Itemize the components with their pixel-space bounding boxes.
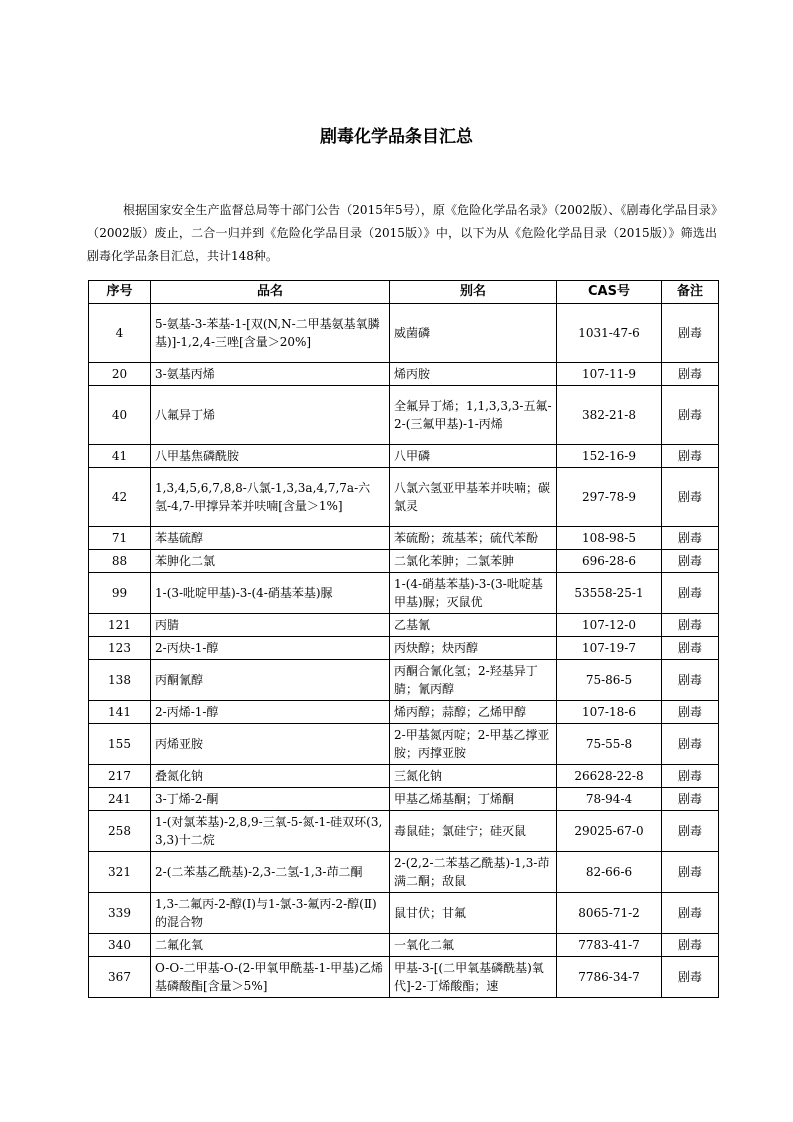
header-no: 序号 <box>89 281 151 304</box>
cell-cas: 75-55-8 <box>557 724 662 765</box>
cell-alias: 乙基氰 <box>390 614 557 637</box>
cell-cas: 297-78-9 <box>557 468 662 527</box>
cell-name: 2-丙烯-1-醇 <box>151 701 390 724</box>
cell-note: 剧毒 <box>662 811 719 852</box>
cell-no: 217 <box>89 765 151 788</box>
table-row <box>89 765 719 788</box>
cell-alias: 烯丙胺 <box>390 363 557 386</box>
table-row <box>89 386 719 445</box>
cell-no: 71 <box>89 527 151 550</box>
cell-name: 丙烯亚胺 <box>151 724 390 765</box>
table-row <box>89 852 719 893</box>
cell-note: 剧毒 <box>662 788 719 811</box>
cell-alias: 八氯六氢亚甲基苯并呋喃；碳氯灵 <box>390 468 557 527</box>
cell-note: 剧毒 <box>662 724 719 765</box>
cell-note: 剧毒 <box>662 363 719 386</box>
cell-name: 丙腈 <box>151 614 390 637</box>
table-header-row <box>89 281 719 304</box>
cell-no: 367 <box>89 957 151 998</box>
cell-no: 40 <box>89 386 151 445</box>
cell-no: 121 <box>89 614 151 637</box>
cell-cas: 26628-22-8 <box>557 765 662 788</box>
cell-name: 八氟异丁烯 <box>151 386 390 445</box>
cell-note: 剧毒 <box>662 893 719 934</box>
cell-cas: 7783-41-7 <box>557 934 662 957</box>
cell-cas: 107-11-9 <box>557 363 662 386</box>
table-row <box>89 893 719 934</box>
cell-no: 99 <box>89 573 151 614</box>
cell-alias: 鼠甘伏；甘氟 <box>390 893 557 934</box>
cell-cas: 107-19-7 <box>557 637 662 660</box>
toxic-chemicals-table <box>88 280 719 998</box>
cell-alias: 1-(4-硝基苯基)-3-(3-吡啶基甲基)脲；灭鼠优 <box>390 573 557 614</box>
cell-name: 1,3,4,5,6,7,8,8-八氯-1,3,3a,4,7,7a-六氢-4,7-甲撑异苯并呋喃[含量＞1%] <box>151 468 390 527</box>
cell-name: 1,3-二氟丙-2-醇(Ⅰ)与1-氯-3-氟丙-2-醇(Ⅱ)的混合物 <box>151 893 390 934</box>
cell-note: 剧毒 <box>662 637 719 660</box>
cell-cas: 82-66-6 <box>557 852 662 893</box>
cell-no: 88 <box>89 550 151 573</box>
cell-alias: 八甲磷 <box>390 445 557 468</box>
cell-alias: 烯丙醇；蒜醇；乙烯甲醇 <box>390 701 557 724</box>
cell-note: 剧毒 <box>662 304 719 363</box>
cell-no: 321 <box>89 852 151 893</box>
cell-no: 339 <box>89 893 151 934</box>
cell-note: 剧毒 <box>662 527 719 550</box>
cell-name: 1-(3-吡啶甲基)-3-(4-硝基苯基)脲 <box>151 573 390 614</box>
cell-name: 八甲基焦磷酰胺 <box>151 445 390 468</box>
page-title: 剧毒化学品条目汇总 <box>320 127 473 147</box>
cell-no: 138 <box>89 660 151 701</box>
table-row <box>89 811 719 852</box>
cell-alias: 威菌磷 <box>390 304 557 363</box>
cell-alias: 甲基乙烯基酮；丁烯酮 <box>390 788 557 811</box>
cell-no: 41 <box>89 445 151 468</box>
table-row <box>89 445 719 468</box>
cell-name: 3-丁烯-2-酮 <box>151 788 390 811</box>
header-alias: 别名 <box>390 281 557 304</box>
cell-no: 241 <box>89 788 151 811</box>
cell-cas: 8065-71-2 <box>557 893 662 934</box>
table-row <box>89 468 719 527</box>
cell-cas: 108-98-5 <box>557 527 662 550</box>
cell-no: 258 <box>89 811 151 852</box>
table-body <box>89 304 719 998</box>
table-row <box>89 614 719 637</box>
cell-alias: 一氧化二氟 <box>390 934 557 957</box>
cell-cas: 75-86-5 <box>557 660 662 701</box>
cell-note: 剧毒 <box>662 614 719 637</box>
table-row <box>89 934 719 957</box>
cell-name: 苯胂化二氯 <box>151 550 390 573</box>
cell-cas: 382-21-8 <box>557 386 662 445</box>
cell-cas: 107-18-6 <box>557 701 662 724</box>
cell-cas: 107-12-0 <box>557 614 662 637</box>
cell-name: 2-丙炔-1-醇 <box>151 637 390 660</box>
cell-alias: 丙炔醇；炔丙醇 <box>390 637 557 660</box>
cell-note: 剧毒 <box>662 934 719 957</box>
table-row <box>89 724 719 765</box>
cell-alias: 甲基-3-[(二甲氧基磷酰基)氧代]-2-丁烯酸酯；速 <box>390 957 557 998</box>
cell-alias: 毒鼠硅；氯硅宁；硅灭鼠 <box>390 811 557 852</box>
cell-note: 剧毒 <box>662 852 719 893</box>
header-cas: CAS号 <box>557 281 662 304</box>
cell-cas: 78-94-4 <box>557 788 662 811</box>
cell-no: 4 <box>89 304 151 363</box>
cell-alias: 2-甲基氮丙啶；2-甲基乙撑亚胺；丙撑亚胺 <box>390 724 557 765</box>
table-row <box>89 788 719 811</box>
cell-no: 123 <box>89 637 151 660</box>
cell-no: 340 <box>89 934 151 957</box>
cell-name: 丙酮氰醇 <box>151 660 390 701</box>
cell-no: 42 <box>89 468 151 527</box>
cell-cas: 29025-67-0 <box>557 811 662 852</box>
cell-name: 3-氨基丙烯 <box>151 363 390 386</box>
table-row <box>89 304 719 363</box>
cell-note: 剧毒 <box>662 957 719 998</box>
cell-note: 剧毒 <box>662 660 719 701</box>
cell-no: 141 <box>89 701 151 724</box>
table-row <box>89 363 719 386</box>
cell-name: 叠氮化钠 <box>151 765 390 788</box>
cell-name: 1-(对氯苯基)-2,8,9-三氧-5-氮-1-硅双环(3,3,3)十二烷 <box>151 811 390 852</box>
cell-cas: 53558-25-1 <box>557 573 662 614</box>
cell-name: 苯基硫醇 <box>151 527 390 550</box>
table-row <box>89 660 719 701</box>
cell-note: 剧毒 <box>662 765 719 788</box>
cell-name: O-O-二甲基-O-(2-甲氧甲酰基-1-甲基)乙烯基磷酸酯[含量＞5%] <box>151 957 390 998</box>
cell-note: 剧毒 <box>662 445 719 468</box>
cell-alias: 二氯化苯胂；二氯苯胂 <box>390 550 557 573</box>
cell-alias: 三氮化钠 <box>390 765 557 788</box>
intro-paragraph: 根据国家安全生产监督总局等十部门公告（2015年5号），原《危险化学品名录》（2002版）、《剧毒化学品目录》（2002版）废止，二合一归并到《危险化学品目录（2015版）》中，以下为从《危险化学品目录（2015版）》筛选出剧毒化学品条目汇总，共计148种。 <box>87 203 717 263</box>
cell-name: 5-氨基-3-苯基-1-[双(N,N-二甲基氨基氧膦基)]-1,2,4-三唑[含量＞20%] <box>151 304 390 363</box>
cell-alias: 2-(2,2-二苯基乙酰基)-1,3-茚满二酮；敌鼠 <box>390 852 557 893</box>
table-row <box>89 637 719 660</box>
cell-alias: 全氟异丁烯；1,1,3,3,3-五氟-2-(三氟甲基)-1-丙烯 <box>390 386 557 445</box>
cell-alias: 丙酮合氰化氢；2-羟基异丁腈；氰丙醇 <box>390 660 557 701</box>
cell-cas: 1031-47-6 <box>557 304 662 363</box>
cell-name: 二氟化氧 <box>151 934 390 957</box>
table-row <box>89 573 719 614</box>
cell-note: 剧毒 <box>662 573 719 614</box>
table-row <box>89 701 719 724</box>
cell-alias: 苯硫酚；巯基苯；硫代苯酚 <box>390 527 557 550</box>
cell-no: 20 <box>89 363 151 386</box>
cell-cas: 152-16-9 <box>557 445 662 468</box>
header-note: 备注 <box>662 281 719 304</box>
table-row <box>89 957 719 998</box>
cell-cas: 7786-34-7 <box>557 957 662 998</box>
cell-note: 剧毒 <box>662 386 719 445</box>
cell-name: 2-(二苯基乙酰基)-2,3-二氢-1,3-茚二酮 <box>151 852 390 893</box>
cell-note: 剧毒 <box>662 550 719 573</box>
header-name: 品名 <box>151 281 390 304</box>
table-row <box>89 527 719 550</box>
cell-note: 剧毒 <box>662 701 719 724</box>
cell-cas: 696-28-6 <box>557 550 662 573</box>
table-row <box>89 550 719 573</box>
cell-no: 155 <box>89 724 151 765</box>
cell-note: 剧毒 <box>662 468 719 527</box>
